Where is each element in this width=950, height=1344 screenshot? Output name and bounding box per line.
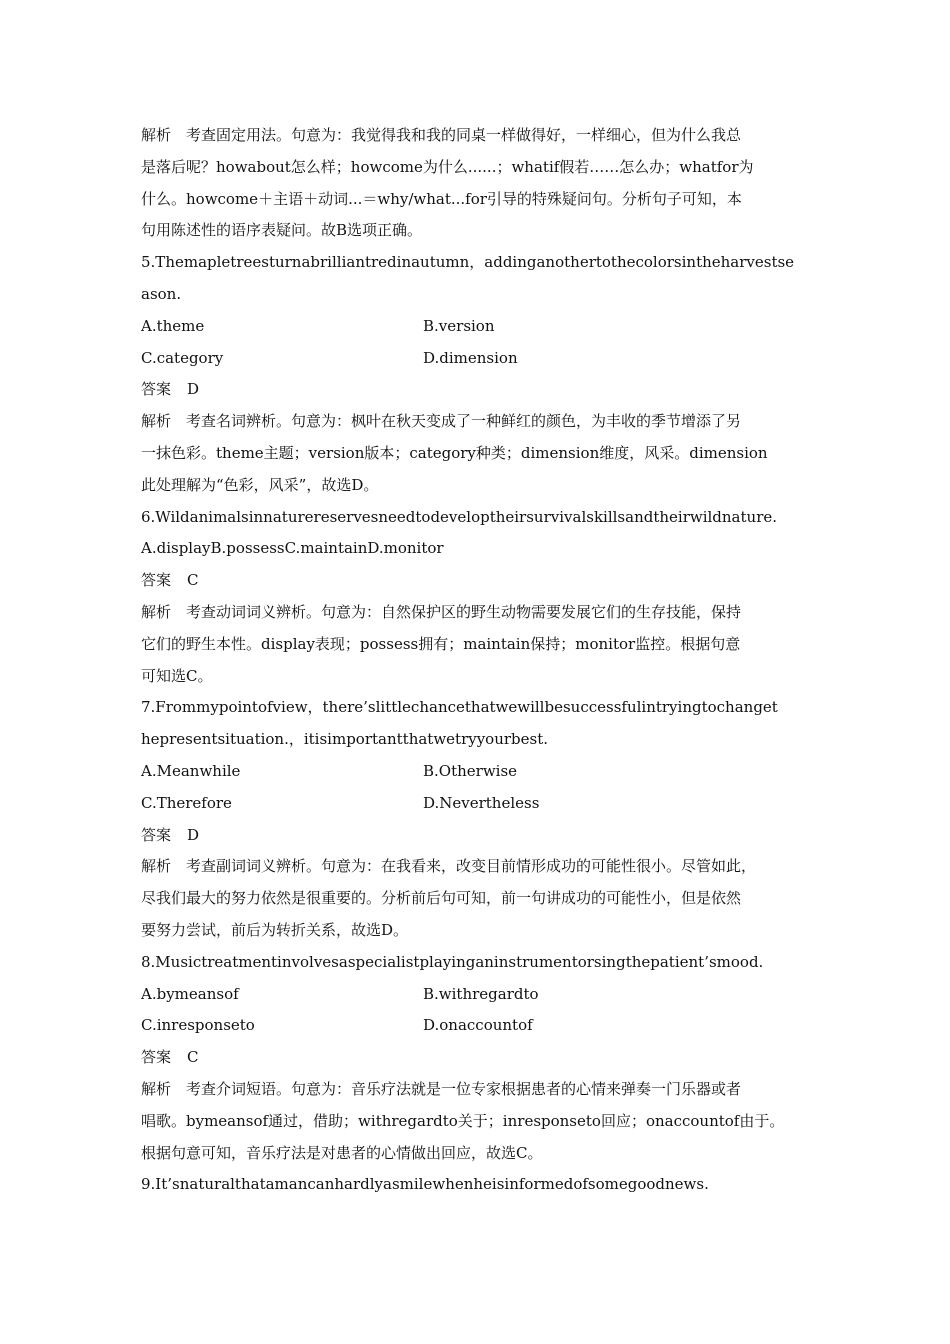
q9-stem: 9.It’snaturalthatamancanhardlyasmilewhenheisinformedofsomegoodnews. — [141, 1175, 709, 1194]
q8-stem: 8.Musictreatmentinvolvesaspecialistplayinganinstrumentorsingthepatient’smood. — [141, 952, 764, 971]
q5-analysis-line-3: 此处理解为“色彩，风采”，故选D。 — [141, 475, 379, 494]
q4-analysis-line-4: 句用陈述性的语序表疑问。故B选项正确。 — [141, 221, 423, 240]
document-page — [141, 120, 821, 1201]
q5-answer-label: 答案 — [141, 380, 172, 399]
q5-options-row-1 — [141, 311, 821, 343]
q6-answer-label: 答案 — [141, 571, 172, 590]
q7-option-c: C.Therefore — [141, 793, 232, 812]
question-7 — [141, 692, 821, 946]
q4-analysis — [141, 120, 821, 247]
q6-analysis-line-1: 解析 考查动词词义辨析。句意为：自然保护区的野生动物需要发展它们的生存技能，保持 — [141, 602, 742, 621]
q8-option-d: D.onaccountof — [423, 1016, 533, 1035]
question-5 — [141, 247, 821, 501]
q4-analysis-line-3: 什么。howcome＋主语＋动词...＝why/what...for引导的特殊疑问句。分析句子可知，本 — [141, 189, 742, 208]
q7-analysis-line-1: 解析 考查副词词义辨析。句意为：在我看来，改变目前情形成功的可能性很小。尽管如此， — [141, 857, 757, 876]
q5-stem-line-1: 5.Themapletreesturnabrilliantredinautumn，addinganothertothecolorsintheharvestse — [141, 253, 795, 272]
q8-answer — [141, 1042, 821, 1074]
q5-answer — [141, 374, 821, 406]
q6-stem: 6.Wildanimalsinnaturereservesneedtodeveloptheirsurvivalskillsandtheirwildnature. — [141, 507, 778, 526]
q6-analysis-line-3: 可知选C。 — [141, 666, 213, 685]
q8-analysis-line-1: 解析 考查介词短语。句意为：音乐疗法就是一位专家根据患者的心情来弹奏一门乐器或者 — [141, 1079, 742, 1098]
q6-analysis-line-2: 它们的野生本性。display表现；possess拥有；maintain保持；monitor监控。根据句意 — [141, 634, 741, 653]
q7-options-row-1 — [141, 756, 821, 788]
q5-option-c: C.category — [141, 348, 224, 367]
q7-answer — [141, 820, 821, 852]
q5-analysis-line-2: 一抹色彩。theme主题；version版本；category种类；dimension维度，风采。dimension — [141, 443, 768, 462]
q8-answer-value: C — [187, 1048, 199, 1067]
q7-stem-line-2: hepresentsituation.，itisimportantthatwetryyourbest. — [141, 730, 549, 749]
question-9 — [141, 1169, 821, 1201]
q5-answer-value: D — [187, 380, 200, 399]
q5-analysis-line-1: 解析 考查名词辨析。句意为：枫叶在秋天变成了一种鲜红的颜色，为丰收的季节增添了另 — [141, 412, 742, 431]
q7-answer-value: D — [187, 825, 200, 844]
q8-option-b: B.withregardto — [423, 984, 539, 1003]
q5-option-a: A.theme — [141, 316, 205, 335]
question-8 — [141, 947, 821, 1170]
q7-option-b: B.Otherwise — [423, 761, 518, 780]
q7-options-row-2 — [141, 788, 821, 820]
q7-stem-line-1: 7.Frommypointofview，there’slittlechancethatwewillbesuccessfulintryingtochanget — [141, 698, 778, 717]
q6-answer — [141, 565, 821, 597]
q7-option-a: A.Meanwhile — [141, 761, 241, 780]
q8-answer-label: 答案 — [141, 1048, 172, 1067]
q8-option-a: A.bymeansof — [141, 984, 239, 1003]
q6-options: A.displayB.possessC.maintainD.monitor — [141, 539, 444, 558]
question-6 — [141, 502, 821, 693]
q4-analysis-line-1: 解析 考查固定用法。句意为：我觉得我和我的同桌一样做得好，一样细心，但为什么我总 — [141, 126, 742, 144]
q8-analysis-line-2: 唱歌。bymeansof通过，借助；withregardto关于；inresponseto回应；onaccountof由于。 — [141, 1111, 785, 1130]
q6-answer-value: C — [187, 571, 199, 590]
q5-stem-line-2: ason. — [141, 284, 182, 303]
q8-analysis-line-3: 根据句意可知，音乐疗法是对患者的心情做出回应，故选C。 — [141, 1143, 543, 1162]
q4-analysis-line-2: 是落后呢？howabout怎么样；howcome为什么......；whatif假若……怎么办；whatfor为 — [141, 157, 754, 176]
q8-options-row-1 — [141, 979, 821, 1011]
q8-option-c: C.inresponseto — [141, 1016, 255, 1035]
q5-option-b: B.version — [423, 316, 495, 335]
q5-options-row-2 — [141, 343, 821, 375]
q7-option-d: D.Nevertheless — [423, 793, 540, 812]
q7-analysis-line-2: 尽我们最大的努力依然是很重要的。分析前后句可知，前一句讲成功的可能性小，但是依然 — [141, 889, 742, 908]
q7-answer-label: 答案 — [141, 825, 172, 844]
q5-option-d: D.dimension — [423, 348, 518, 367]
q8-options-row-2 — [141, 1010, 821, 1042]
q7-analysis-line-3: 要努力尝试，前后为转折关系，故选D。 — [141, 920, 409, 939]
